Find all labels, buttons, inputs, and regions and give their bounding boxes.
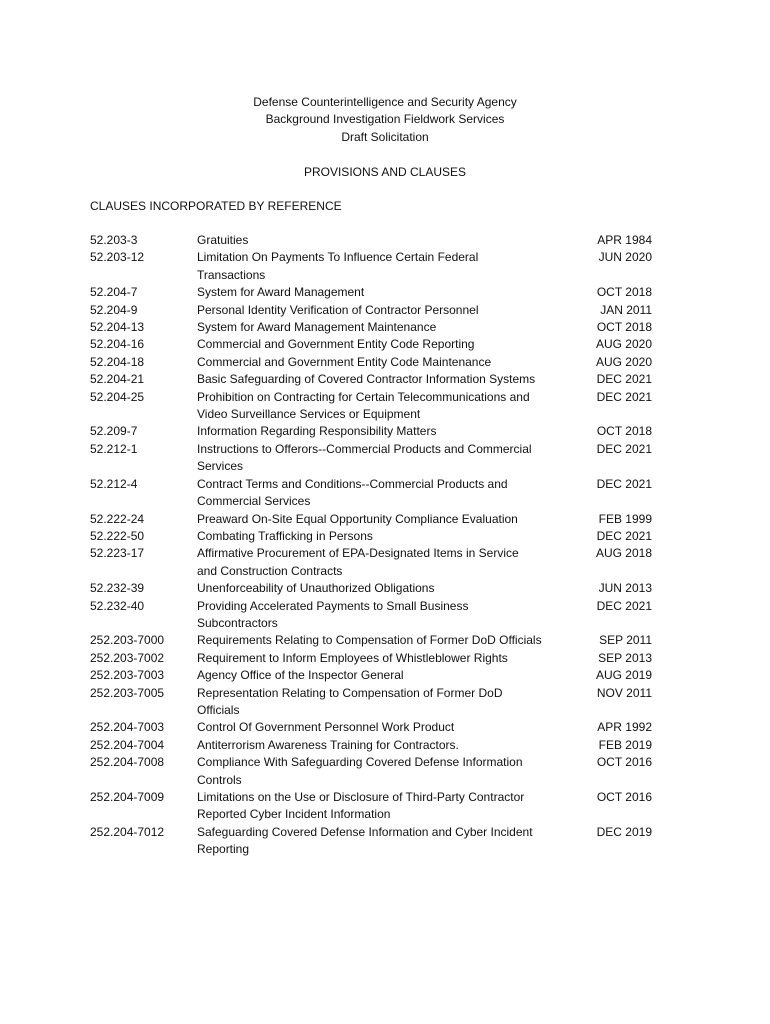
clause-number: 252.203-7005 — [90, 685, 165, 700]
clause-title: Preaward On-Site Equal Opportunity Compliance Evaluation — [197, 511, 518, 526]
clause-number: 252.203-7002 — [90, 650, 165, 665]
clause-title: Limitation On Payments To Influence Certain Federal Transactions — [197, 250, 479, 282]
clause-title: Unenforceability of Unauthorized Obligations — [197, 581, 435, 596]
clause-date: JUN 2020 — [598, 250, 652, 265]
clause-row — [90, 441, 652, 476]
clause-number: 252.203-7000 — [90, 633, 165, 648]
clause-date: NOV 2011 — [596, 685, 652, 700]
clause-date: JUN 2013 — [598, 581, 652, 596]
clause-title: Requirement to Inform Employees of Whistleblower Rights — [197, 650, 508, 665]
clause-row — [90, 545, 652, 580]
clause-number: 52.232-40 — [90, 598, 145, 613]
clause-row — [90, 354, 652, 371]
clause-row — [90, 632, 652, 649]
clause-title: System for Award Management — [197, 285, 365, 300]
clause-number: 52.223-17 — [90, 546, 145, 561]
clause-row — [90, 737, 652, 754]
clause-number: 252.204-7004 — [90, 737, 165, 752]
clause-title: Safeguarding Covered Defense Information and Cyber Incident Reporting — [197, 824, 533, 857]
clause-number: 52.222-24 — [90, 511, 145, 526]
subsection-title: CLAUSES INCORPORATED BY REFERENCE — [90, 199, 342, 213]
clause-title: Information Regarding Responsibility Matters — [197, 424, 437, 439]
clause-row — [90, 371, 652, 388]
document-type: Draft Solicitation — [341, 129, 429, 144]
clause-date: OCT 2016 — [596, 790, 652, 804]
clause-row — [90, 249, 652, 284]
clause-number: 52.204-18 — [90, 354, 145, 369]
clause-title: Limitations on the Use or Disclosure of Third-Party Contractor Reported Cyber Incident Information — [197, 790, 525, 822]
clause-number: 52.209-7 — [90, 424, 138, 439]
clause-date: SEP 2011 — [599, 633, 652, 648]
clause-number: 52.203-3 — [90, 233, 138, 247]
clause-date: DEC 2021 — [596, 598, 652, 613]
clause-date: AUG 2020 — [595, 337, 652, 352]
clause-title: Affirmative Procurement of EPA-Designated Items in Service and Construction Contracts — [197, 546, 519, 578]
clause-title: Control Of Government Personnel Work Product — [197, 720, 455, 735]
clause-row — [90, 336, 652, 353]
section-heading: PROVISIONS AND CLAUSES — [303, 164, 467, 179]
clause-number: 52.203-12 — [90, 250, 145, 265]
clause-number: 252.203-7003 — [90, 668, 165, 683]
clause-number: 52.204-13 — [90, 320, 145, 335]
clause-date: FEB 2019 — [598, 737, 652, 752]
clause-number: 52.204-21 — [90, 372, 145, 387]
clause-date: APR 1984 — [597, 233, 652, 247]
clause-row — [90, 598, 652, 633]
clause-row — [90, 511, 652, 528]
clause-title: Prohibition on Contracting for Certain Telecommunications and Video Surveillance Services or Equipment — [197, 389, 530, 422]
clause-title: Antiterrorism Awareness Training for Contractors. — [197, 737, 459, 752]
clause-date: DEC 2019 — [596, 824, 652, 839]
clause-date: APR 1992 — [597, 720, 652, 735]
clause-title: Personal Identity Verification of Contractor Personnel — [197, 302, 479, 317]
clause-date: DEC 2021 — [596, 476, 652, 491]
clause-date: DEC 2021 — [596, 389, 652, 404]
clause-number: 252.204-7003 — [90, 720, 165, 735]
clause-date: JAN 2011 — [600, 302, 652, 317]
clause-date: SEP 2013 — [598, 650, 652, 665]
clause-number: 52.212-1 — [90, 441, 138, 456]
clause-date: DEC 2021 — [596, 372, 652, 387]
clause-date: AUG 2018 — [595, 546, 652, 561]
clause-row — [90, 389, 652, 424]
agency-name: Defense Counterintelligence and Security Agency — [253, 95, 517, 109]
clause-number: 52.212-4 — [90, 476, 138, 491]
clause-row — [90, 302, 652, 319]
clause-title: Providing Accelerated Payments to Small Business Subcontractors — [197, 598, 469, 630]
program-name: Background Investigation Fieldwork Services — [265, 112, 505, 127]
clause-row — [90, 232, 652, 249]
clause-row — [90, 476, 652, 511]
clause-number: 52.204-7 — [90, 285, 138, 300]
clause-date: OCT 2018 — [596, 285, 652, 300]
clause-row — [90, 754, 652, 789]
clause-number: 52.204-25 — [90, 389, 145, 404]
clause-title: Requirements Relating to Compensation of Former DoD Officials — [197, 633, 542, 648]
clause-row — [90, 719, 652, 736]
clause-date: DEC 2021 — [596, 528, 652, 543]
document-header — [0, 94, 770, 181]
clause-row — [90, 685, 652, 720]
clause-title: Compliance With Safeguarding Covered Defense Information Controls — [197, 755, 523, 787]
clause-title: Contract Terms and Conditions--Commercial Products and Commercial Services — [197, 476, 508, 509]
clause-row — [90, 319, 652, 336]
clause-list — [90, 232, 652, 859]
clause-number: 252.204-7012 — [90, 824, 165, 839]
clause-row — [90, 824, 652, 859]
clause-title: System for Award Management Maintenance — [197, 320, 437, 335]
clause-title: Basic Safeguarding of Covered Contractor Information Systems — [197, 372, 536, 387]
clause-title: Combating Trafficking in Persons — [197, 528, 373, 543]
clause-number: 52.232-39 — [90, 581, 145, 596]
clause-row — [90, 423, 652, 440]
clause-title: Representation Relating to Compensation of Former DoD Officials — [197, 685, 503, 717]
clause-date: FEB 1999 — [598, 511, 652, 526]
clause-date: OCT 2018 — [596, 320, 652, 335]
clause-title: Commercial and Government Entity Code Maintenance — [197, 354, 492, 369]
clause-title: Commercial and Government Entity Code Reporting — [197, 337, 475, 352]
clause-number: 252.204-7009 — [90, 790, 165, 804]
clause-title: Agency Office of the Inspector General — [197, 668, 404, 683]
clause-title: Instructions to Offerors--Commercial Products and Commercial Services — [197, 441, 532, 474]
clause-row — [90, 789, 652, 824]
clause-row — [90, 284, 652, 301]
clause-row — [90, 650, 652, 667]
clause-title: Gratuities — [197, 233, 249, 247]
clause-date: OCT 2016 — [596, 755, 652, 770]
clause-row — [90, 580, 652, 597]
clause-row — [90, 528, 652, 545]
clause-date: DEC 2021 — [596, 441, 652, 456]
clause-date: AUG 2019 — [595, 668, 652, 683]
clause-date: OCT 2018 — [596, 424, 652, 439]
clause-date: AUG 2020 — [595, 354, 652, 369]
clause-row — [90, 667, 652, 684]
clause-number: 252.204-7008 — [90, 755, 165, 770]
clause-number: 52.204-16 — [90, 337, 145, 352]
clause-number: 52.204-9 — [90, 302, 138, 317]
clause-number: 52.222-50 — [90, 528, 145, 543]
